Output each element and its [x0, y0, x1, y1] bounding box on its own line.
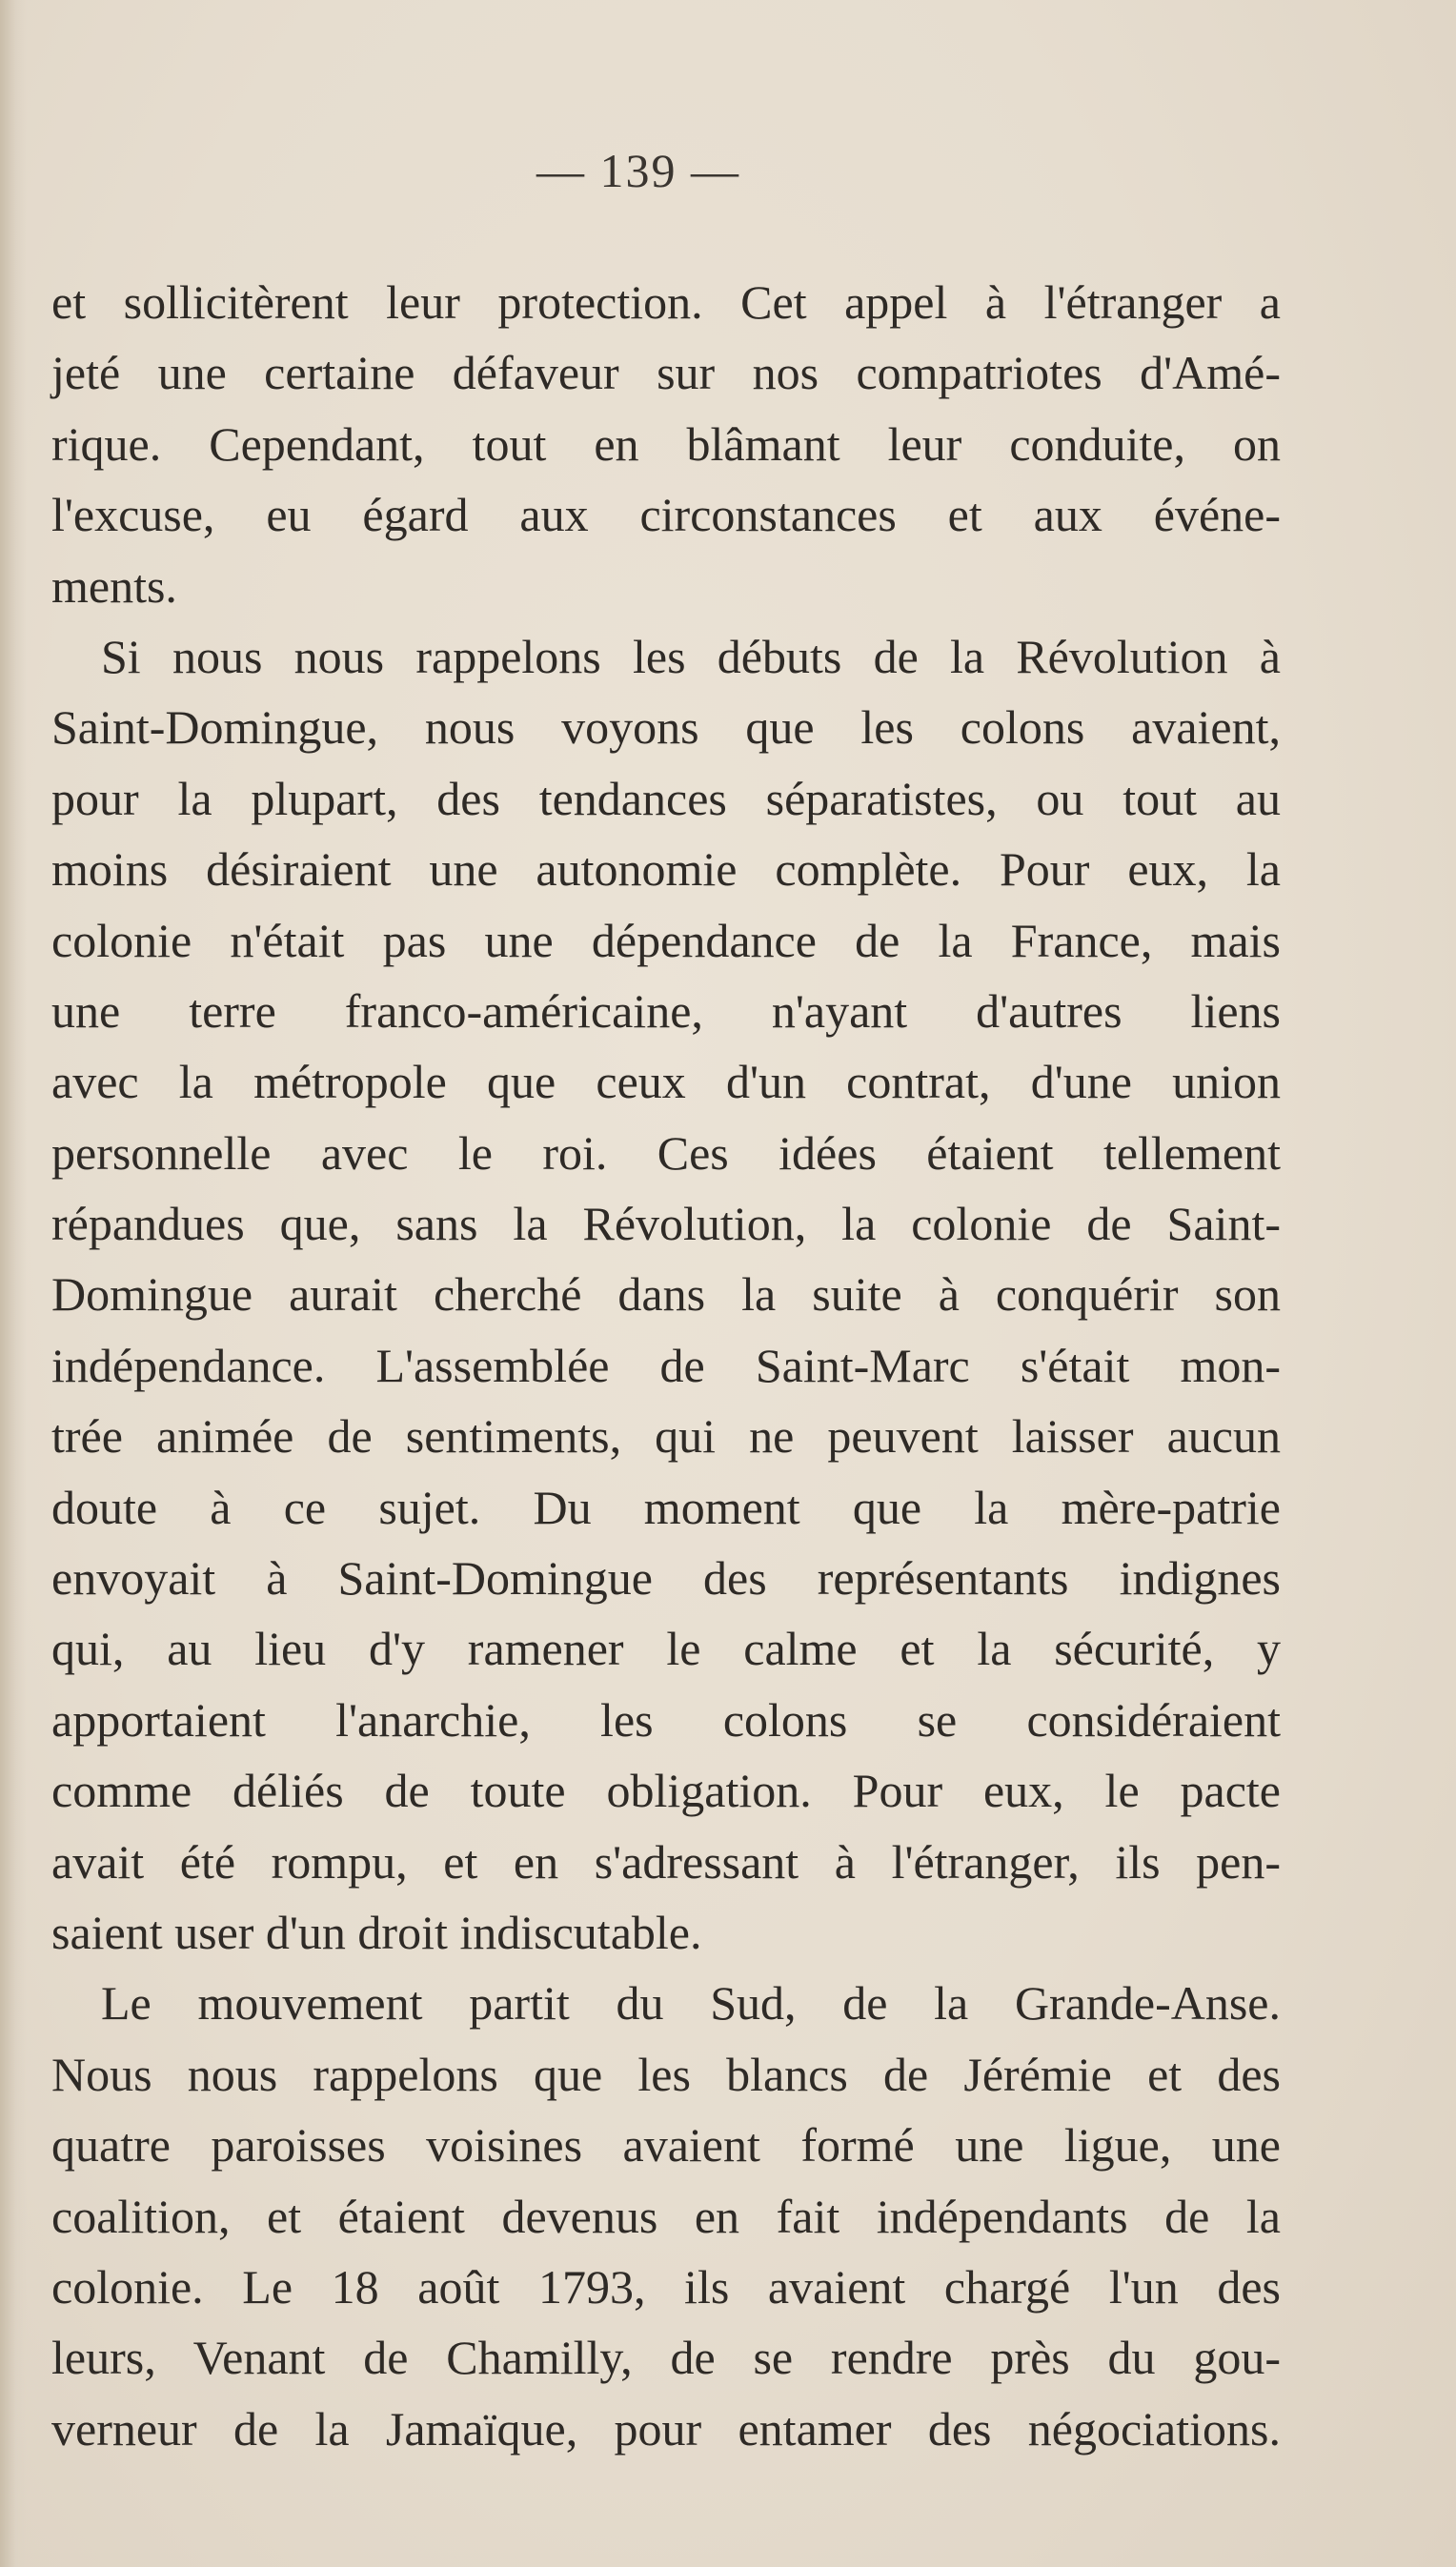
text-line: pour la plupart, des tendances séparatistes, ou tout au: [51, 771, 1281, 825]
text-line: verneur de la Jamaïque, pour entamer des négociations.: [51, 2401, 1281, 2456]
text-line: leurs, Venant de Chamilly, de se rendre près du gou-: [51, 2331, 1281, 2385]
body-text: [51, 267, 1281, 2464]
text-line: une terre franco-américaine, n'ayant d'autres liens: [51, 983, 1281, 1038]
text-line: Saint-Domingue, nous voyons que les colons avaient,: [51, 700, 1281, 755]
text-line: personnelle avec le roi. Ces idées étaient tellement: [51, 1125, 1281, 1180]
text-line: et sollicitèrent leur protection. Cet appel à l'étranger a: [51, 275, 1281, 329]
text-line: doute à ce sujet. Du moment que la mère-patrie: [51, 1480, 1281, 1534]
text-line: coalition, et étaient devenus en fait indépendants de la: [51, 2189, 1281, 2243]
text-line: jeté une certaine défaveur sur nos compatriotes d'Amé-: [51, 346, 1281, 400]
text-line: rique. Cependant, tout en blâmant leur conduite, on: [51, 416, 1281, 471]
text-line: colonie. Le 18 août 1793, ils avaient chargé l'un des: [51, 2259, 1281, 2314]
text-line: Domingue aurait cherché dans la suite à conquérir son: [51, 1267, 1281, 1322]
text-line: moins désiraient une autonomie complète. Pour eux, la: [51, 842, 1281, 897]
text-line: comme déliés de toute obligation. Pour eux, le pacte: [51, 1764, 1281, 1818]
text-line: Nous nous rappelons que les blancs de Jérémie et des: [51, 2047, 1281, 2101]
text-line: ments.: [51, 558, 177, 613]
text-line: trée animée de sentiments, qui ne peuvent laisser aucun: [51, 1409, 1281, 1464]
text-line: qui, au lieu d'y ramener le calme et la sécurité, y: [51, 1622, 1281, 1676]
text-line: l'excuse, eu égard aux circonstances et aux événe-: [51, 488, 1281, 542]
text-line: répandues que, sans la Révolution, la colonie de Saint-: [51, 1197, 1281, 1251]
text-line: quatre paroisses voisines avaient formé une ligue, une: [51, 2118, 1281, 2173]
text-line: envoyait à Saint-Domingue des représentants indignes: [51, 1551, 1281, 1606]
text-line: Si nous nous rappelons les débuts de la Révolution à: [101, 629, 1281, 683]
text-line: avait été rompu, et en s'adressant à l'étranger, ils pen-: [51, 1834, 1281, 1889]
text-line: apportaient l'anarchie, les colons se considéraient: [51, 1692, 1281, 1747]
spine-shadow: [0, 0, 27, 2567]
text-line: Le mouvement partit du Sud, de la Grande-Anse.: [101, 1976, 1281, 2031]
page-number: — 139 —: [536, 144, 740, 197]
text-line: indépendance. L'assemblée de Saint-Marc s'était mon-: [51, 1338, 1281, 1392]
text-line: avec la métropole que ceux d'un contrat, d'une union: [51, 1055, 1281, 1109]
text-line: saient user d'un droit indiscutable.: [51, 1905, 702, 1959]
text-line: colonie n'était pas une dépendance de la France, mais: [51, 913, 1281, 967]
